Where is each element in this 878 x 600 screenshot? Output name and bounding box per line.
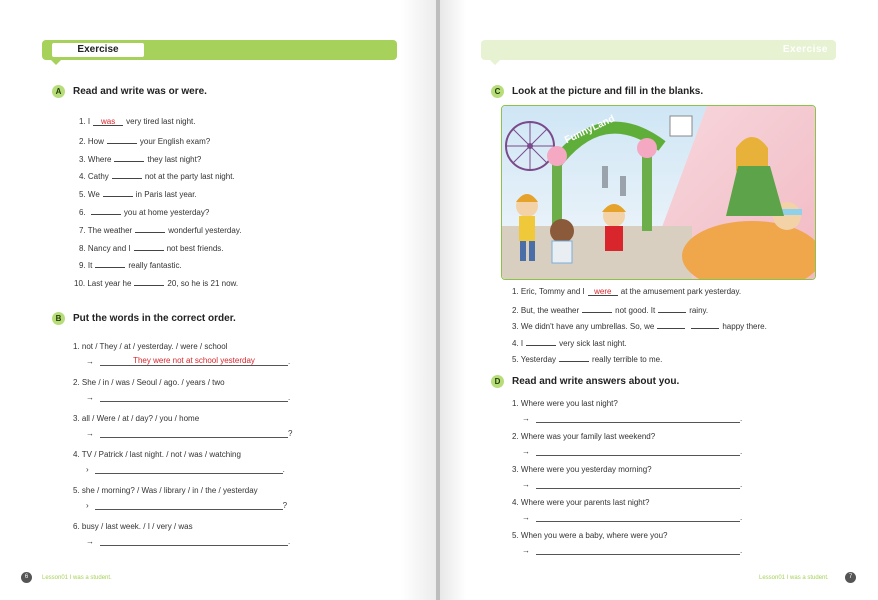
section-c-item bbox=[512, 353, 662, 364]
section-a-title bbox=[52, 85, 207, 98]
item-text: I bbox=[87, 117, 91, 126]
line-end: . bbox=[740, 546, 743, 555]
section-d-badge: D bbox=[491, 375, 504, 388]
section-d-question bbox=[512, 432, 655, 441]
item-number: 1. bbox=[79, 117, 86, 126]
section-d-question bbox=[512, 498, 649, 507]
answer-blank[interactable] bbox=[582, 304, 612, 313]
item-text: 4. I bbox=[512, 338, 524, 348]
arrow-icon: › bbox=[86, 501, 89, 510]
arrow-icon: → bbox=[86, 393, 94, 402]
item-text: 1. Eric, Tommy and I bbox=[512, 287, 585, 296]
arrow-icon: → bbox=[522, 480, 530, 489]
header-tail bbox=[50, 59, 62, 65]
answer-blank[interactable] bbox=[559, 353, 589, 362]
item-text: really fantastic. bbox=[128, 261, 182, 271]
section-d-question bbox=[512, 399, 618, 408]
section-a-item bbox=[79, 153, 201, 164]
item-text: happy there. bbox=[722, 322, 767, 331]
answer-blank[interactable] bbox=[657, 320, 685, 329]
footer-right: Lesson01 I was a student. bbox=[759, 575, 829, 581]
item-text: your English exam? bbox=[139, 136, 211, 146]
section-c-item bbox=[512, 287, 741, 296]
section-c-item bbox=[512, 320, 767, 331]
arrow-icon: → bbox=[86, 357, 94, 366]
section-b-answer-row bbox=[86, 428, 292, 438]
item-text: The weather bbox=[87, 225, 133, 235]
item-text: How bbox=[87, 136, 104, 146]
answer-blank[interactable] bbox=[114, 153, 144, 162]
item-number: 2. bbox=[79, 136, 86, 146]
section-d-answer-row bbox=[522, 446, 742, 456]
answer-blank[interactable] bbox=[103, 188, 133, 197]
item-text: not at the party last night. bbox=[144, 172, 235, 182]
arrow-icon: → bbox=[522, 447, 530, 456]
answer-blank[interactable] bbox=[134, 277, 164, 286]
answer-line[interactable]: They were not at school yesterday bbox=[100, 356, 288, 366]
item-text: 3. We didn't have any umbrellas. So, we bbox=[512, 322, 655, 331]
line-end: . bbox=[740, 480, 743, 489]
footer-left: Lesson01 I was a student. bbox=[42, 575, 112, 581]
section-a-badge: A bbox=[52, 85, 65, 98]
section-a-item bbox=[79, 206, 209, 217]
arrow-icon: → bbox=[86, 429, 94, 438]
prompt-text: 4. TV / Patrick / last night. / not / was / watching bbox=[73, 450, 241, 459]
item-text: 5. Yesterday bbox=[512, 355, 557, 364]
answer-blank[interactable] bbox=[95, 259, 125, 268]
section-b-badge: B bbox=[52, 312, 65, 325]
item-text: 20, so he is 21 now. bbox=[167, 279, 239, 289]
item-text: really terrible to me. bbox=[592, 355, 663, 364]
line-end: . bbox=[288, 537, 291, 546]
section-b-answer-row bbox=[86, 356, 290, 366]
section-a-item bbox=[79, 117, 196, 126]
line-end: ? bbox=[288, 429, 293, 438]
item-number: 8. bbox=[79, 243, 86, 253]
section-b-prompt bbox=[73, 486, 258, 495]
item-text: very tired last night. bbox=[126, 117, 196, 126]
item-text: at the amusement park yesterday. bbox=[620, 287, 742, 296]
answer-blank[interactable] bbox=[91, 206, 121, 215]
section-c-title bbox=[491, 85, 703, 98]
section-b-answer-row bbox=[86, 500, 287, 510]
item-text: rainy. bbox=[689, 305, 709, 315]
section-b-answer-row bbox=[86, 392, 290, 402]
right-page bbox=[440, 0, 878, 600]
item-text: very sick last night. bbox=[559, 338, 627, 348]
section-b-prompt bbox=[73, 414, 199, 423]
line-end: . bbox=[282, 465, 285, 474]
answer-blank[interactable] bbox=[134, 242, 164, 251]
item-text: 2. But, the weather bbox=[512, 305, 580, 315]
section-d-answer-row bbox=[522, 545, 742, 555]
header-tail-faint bbox=[489, 59, 501, 65]
section-a-heading: Read and write was or were. bbox=[73, 86, 207, 97]
item-number: 6. bbox=[79, 208, 86, 217]
page-number-right: 7 bbox=[845, 572, 856, 583]
answer-line[interactable] bbox=[536, 545, 743, 555]
answer-line[interactable] bbox=[536, 512, 743, 522]
section-c-item bbox=[512, 304, 708, 315]
item-text: It bbox=[87, 261, 93, 271]
section-b-title bbox=[52, 312, 236, 325]
item-number: 5. bbox=[79, 190, 86, 200]
section-a-item bbox=[79, 242, 224, 253]
item-number: 7. bbox=[79, 225, 86, 235]
section-b-answer-row bbox=[86, 536, 290, 546]
arrow-icon: → bbox=[86, 537, 94, 546]
prompt-text: 3. all / Were / at / day? / you / home bbox=[73, 414, 200, 423]
item-number: 3. bbox=[79, 154, 86, 164]
section-a-item bbox=[79, 188, 197, 199]
answer-blank[interactable] bbox=[112, 170, 142, 179]
arrow-icon: → bbox=[522, 546, 530, 555]
arrow-icon: → bbox=[522, 414, 530, 423]
question-text: 4. Where were your parents last night? bbox=[512, 498, 650, 507]
section-b-answer-row bbox=[86, 464, 285, 474]
line-end: . bbox=[288, 393, 291, 402]
item-text: wonderful yesterday. bbox=[168, 225, 242, 235]
section-a-item bbox=[79, 259, 182, 270]
prompt-text: 2. She / in / was / Seoul / ago. / years / two bbox=[73, 378, 225, 387]
item-text: We bbox=[87, 190, 100, 200]
section-a-item bbox=[79, 224, 241, 235]
amusement-park-illustration bbox=[501, 105, 816, 280]
answer-line[interactable] bbox=[536, 413, 743, 423]
answer-line[interactable] bbox=[95, 464, 283, 474]
line-end: . bbox=[288, 357, 291, 366]
line-end: . bbox=[740, 447, 743, 456]
question-text: 3. Where were you yesterday morning? bbox=[512, 465, 652, 474]
section-d-answer-row bbox=[522, 512, 742, 522]
item-text: in Paris last year. bbox=[135, 190, 197, 200]
exercise-header-bar bbox=[42, 40, 397, 60]
item-text: not best friends. bbox=[166, 243, 224, 253]
section-d-question bbox=[512, 465, 652, 474]
answer-line[interactable] bbox=[100, 392, 291, 402]
page-number-left: 6 bbox=[21, 572, 32, 583]
left-page bbox=[0, 0, 436, 600]
exercise-faint-label: Exercise bbox=[782, 44, 828, 55]
prompt-text: 1. not / They / at / yesterday. / were / school bbox=[73, 342, 228, 351]
exercise-header-bar-faint bbox=[481, 40, 836, 60]
line-end: . bbox=[740, 414, 743, 423]
answer-line[interactable] bbox=[100, 536, 291, 546]
item-number: 4. bbox=[79, 172, 86, 182]
section-d-heading: Read and write answers about you. bbox=[512, 376, 680, 387]
funnyland-sign: FunnyLand bbox=[563, 113, 617, 147]
answer-line[interactable] bbox=[536, 479, 743, 489]
item-number: 10. bbox=[74, 279, 86, 289]
arrow-icon: → bbox=[522, 513, 530, 522]
answer-line[interactable] bbox=[100, 428, 288, 438]
line-end: . bbox=[740, 513, 743, 522]
section-b-prompt bbox=[73, 378, 225, 387]
section-d-answer-row bbox=[522, 413, 742, 423]
item-text: Last year he bbox=[87, 279, 132, 289]
answer-blank[interactable]: were bbox=[588, 287, 618, 296]
question-text: 2. Where was your family last weekend? bbox=[512, 432, 656, 441]
item-text: Nancy and I bbox=[87, 243, 131, 253]
section-b-prompt bbox=[73, 342, 227, 351]
item-text: Cathy bbox=[87, 172, 109, 182]
item-text: not good. It bbox=[615, 305, 656, 315]
question-text: 1. Where were you last night? bbox=[512, 399, 618, 408]
answer-line[interactable] bbox=[95, 500, 283, 510]
section-b-prompt bbox=[73, 450, 241, 459]
section-a-item bbox=[79, 135, 210, 146]
answer-blank[interactable] bbox=[691, 320, 719, 329]
section-c-heading: Look at the picture and fill in the blanks. bbox=[512, 86, 704, 97]
line-end: ? bbox=[282, 501, 288, 510]
answer-line[interactable] bbox=[536, 446, 743, 456]
section-d-answer-row bbox=[522, 479, 742, 489]
section-a-item bbox=[79, 170, 235, 181]
section-a-item bbox=[74, 277, 238, 288]
exercise-tab: Exercise bbox=[52, 43, 144, 57]
section-d-question bbox=[512, 531, 668, 540]
illustration-svg bbox=[502, 106, 816, 280]
section-c-item bbox=[512, 337, 627, 348]
answer-blank[interactable] bbox=[135, 224, 165, 233]
answer-blank[interactable] bbox=[107, 135, 137, 144]
section-c-badge: C bbox=[491, 85, 504, 98]
arrow-icon: › bbox=[86, 465, 89, 474]
section-d-title bbox=[491, 375, 679, 388]
section-b-heading: Put the words in the correct order. bbox=[73, 313, 236, 324]
prompt-text: 5. she / morning? / Was / library / in / the / yesterday bbox=[73, 486, 258, 495]
item-number: 9. bbox=[79, 261, 86, 271]
item-text: you at home yesterday? bbox=[123, 208, 210, 217]
prompt-text: 6. busy / last week. / I / very / was bbox=[73, 522, 193, 531]
item-text: they last night? bbox=[147, 154, 202, 164]
section-b-prompt bbox=[73, 522, 193, 531]
question-text: 5. When you were a baby, where were you? bbox=[512, 531, 668, 540]
answer-blank[interactable] bbox=[526, 337, 556, 346]
answer-blank[interactable]: was bbox=[93, 117, 123, 126]
answer-blank[interactable] bbox=[658, 304, 686, 313]
item-text: Where bbox=[87, 154, 112, 164]
